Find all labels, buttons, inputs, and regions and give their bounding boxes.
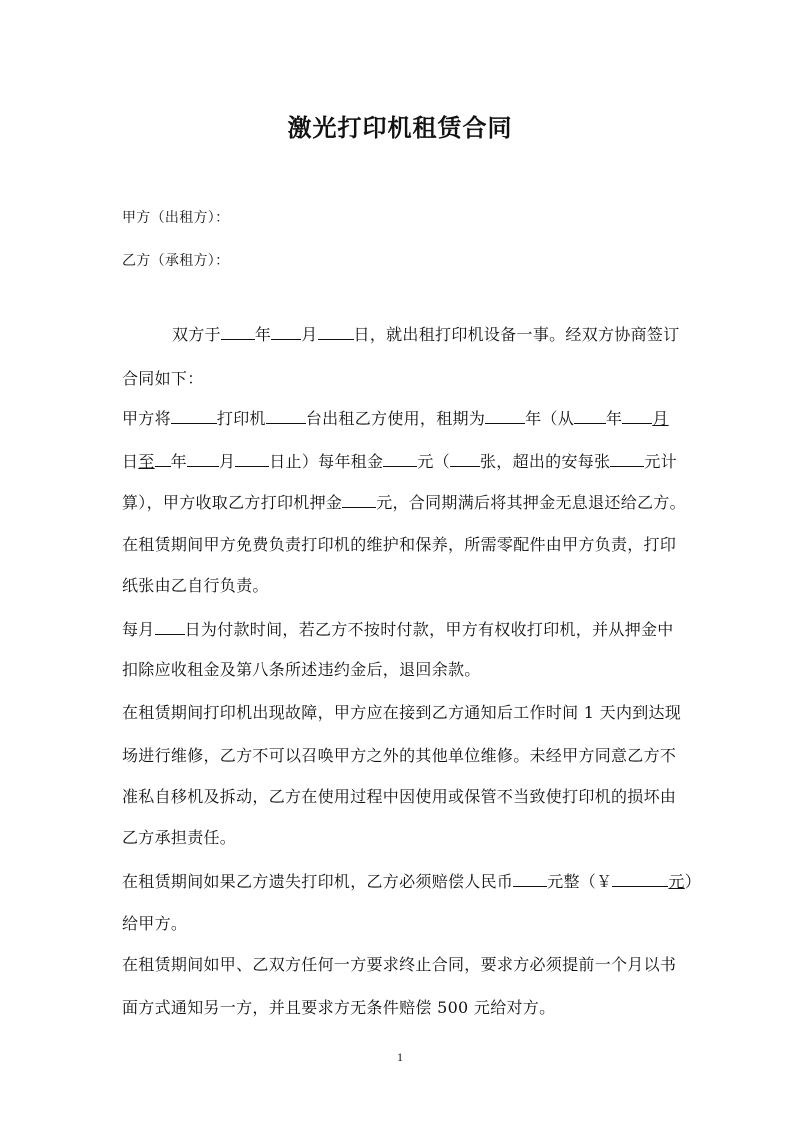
blank-field	[221, 324, 255, 340]
clause-1-line-1: 甲方将 打印机 台出租乙方使用，租期为 年（从 年 月	[122, 409, 669, 428]
blank-field	[155, 451, 171, 467]
clause-2-line-2: 纸张由乙自行负责。	[122, 576, 269, 595]
clause-6-line-1: 在租赁期间如甲、乙双方任何一方要求终止合同，要求方必须提前一个月以书	[122, 955, 677, 974]
page-number: 1	[397, 1050, 403, 1064]
blank-field	[383, 451, 417, 467]
blank-field	[235, 451, 269, 467]
blank-field	[318, 324, 354, 340]
blank-field	[612, 871, 668, 887]
blank-field	[187, 451, 219, 467]
blank-field	[485, 408, 525, 424]
blank-field	[574, 408, 606, 424]
intro-line-2: 合同如下：	[122, 369, 204, 388]
blank-field	[155, 619, 185, 635]
clause-4-line-2: 场进行维修，乙方不可以召唤甲方之外的其他单位维修。未经甲方同意乙方不	[122, 746, 677, 765]
clause-4-line-1: 在租赁期间打印机出现故障，甲方应在接到乙方通知后工作时间 1 天内到达现	[122, 703, 682, 722]
document-title: 激光打印机租赁合同	[287, 114, 513, 142]
blank-field	[271, 324, 301, 340]
blank-field	[513, 871, 547, 887]
blank-field	[622, 408, 652, 424]
blank-field	[450, 451, 480, 467]
party-a-label: 甲方（出租方）：	[122, 210, 230, 226]
intro-line-1: 双方于 年 月 日，就出租打印机设备一事。经双方协商签订	[172, 325, 680, 344]
blank-field	[171, 408, 217, 424]
party-b-label: 乙方（承租方）：	[122, 253, 230, 269]
clause-3-line-1: 每月 日为付款时间，若乙方不按时付款，甲方有权收打印机，并从押金中	[122, 620, 674, 639]
clause-3-line-2: 扣除应收租金及第八条所述违约金后，退回余款。	[122, 660, 481, 679]
clause-4-line-4: 乙方承担责任。	[122, 828, 237, 847]
blank-field	[266, 408, 306, 424]
clause-4-line-3: 准私自移机及拆动，乙方在使用过程中因使用或保管不当致使打印机的损坏由	[122, 787, 677, 806]
blank-field	[610, 451, 644, 467]
clause-6-line-2: 面方式通知另一方，并且要求方无条件赔偿 500 元给对方。	[122, 998, 556, 1017]
clause-5-line-1: 在租赁期间如果乙方遗失打印机，乙方必须赔偿人民币 元整（￥ 元）	[122, 872, 702, 891]
clause-2-line-1: 在租赁期间甲方免费负责打印机的维护和保养，所需零配件由甲方负责，打印	[122, 535, 677, 554]
blank-field	[342, 492, 376, 508]
clause-1-line-3: 算），甲方收取乙方打印机押金 元，合同期满后将其押金无息退还给乙方。	[122, 493, 686, 512]
clause-1-line-2: 日至 年 月 日止）每年租金 元（ 张，超出的安每张 元计	[122, 452, 677, 471]
clause-5-line-2: 给甲方。	[122, 914, 188, 933]
